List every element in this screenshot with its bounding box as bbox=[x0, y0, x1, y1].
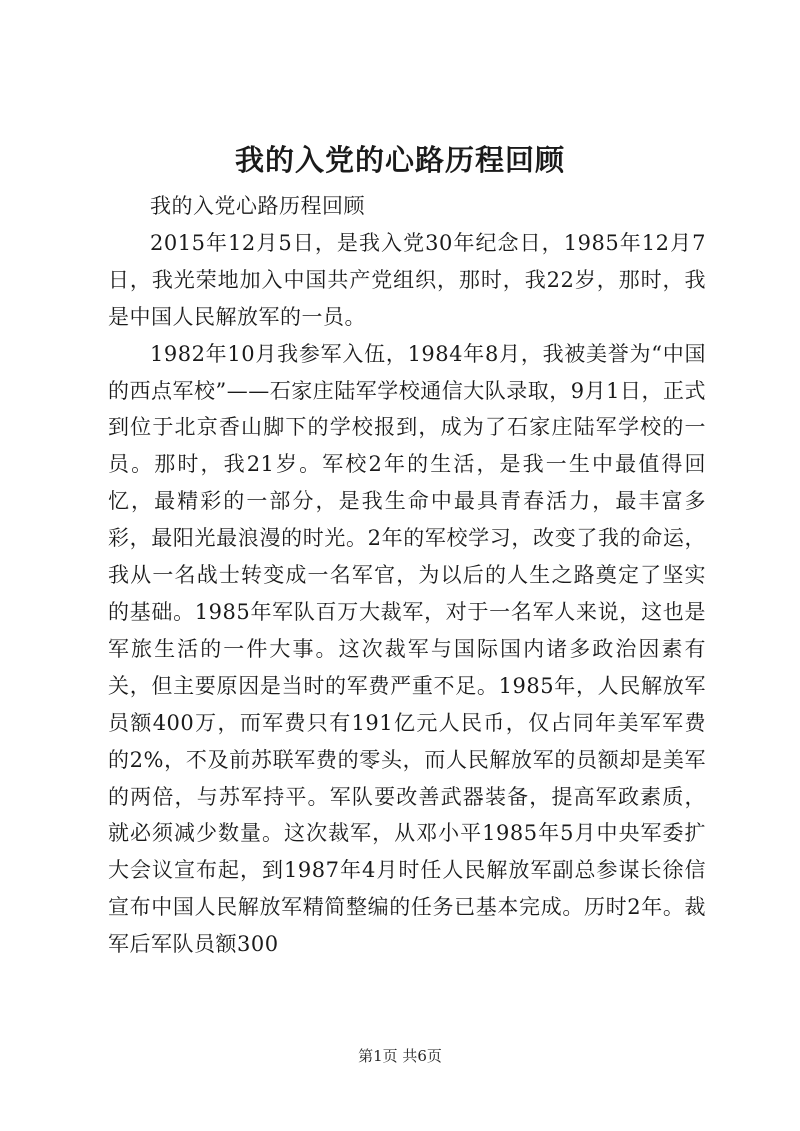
page-number-footer: 第1页 共6页 bbox=[358, 1047, 442, 1065]
document-body bbox=[108, 188, 706, 963]
subtitle-paragraph: 我的入党心路历程回顾 bbox=[150, 194, 365, 218]
document-title: 我的入党的心路历程回顾 bbox=[234, 143, 565, 177]
paragraph-2: 1982年10月我参军入伍，1984年8月，我被美誉为“中国的西点军校”——石家庄陆军学校通信大队录取，9月1日，正式到位于北京香山脚下的学校报到，成为了石家庄陆军学校的一员。那时，我21岁。军校2年的生活，是我一生中最值得回忆，最精彩的一部分，是我生命中最具青春活力，最丰富多彩，最阳光最浪漫的时光。2年的军校学习，改变了我的命运，我从一名战士转变成一名军官，为以后的人生之路奠定了坚实的基础。1985年军队百万大裁军，对于一名军人来说，这也是军旅生活的一件大事。这次裁军与国际国内诸多政治因素有关，但主要原因是当时的军费严重不足。1985年，人民解放军员额400万，而军费只有191亿元人民币，仅占同年美军军费的2%，不及前苏联军费的零头，而人民解放军的员额却是美军的两倍，与苏军持平。军队要改善武器装备，提高军政素质，就必须减少数量。这次裁军，从邓小平1985年5月中央军委扩大会议宣布起，到1987年4月时任人民解放军副总参谋长徐信宣布中国人民解放军精简整编的任务已基本完成。历时2年。裁军后军队员额300 bbox=[108, 341, 707, 957]
paragraph-1: 2015年12月5日，是我入党30年纪念日，1985年12月7日，我光荣地加入中国共产党组织，那时，我22岁，那时，我是中国人民解放军的一员。 bbox=[108, 230, 706, 329]
